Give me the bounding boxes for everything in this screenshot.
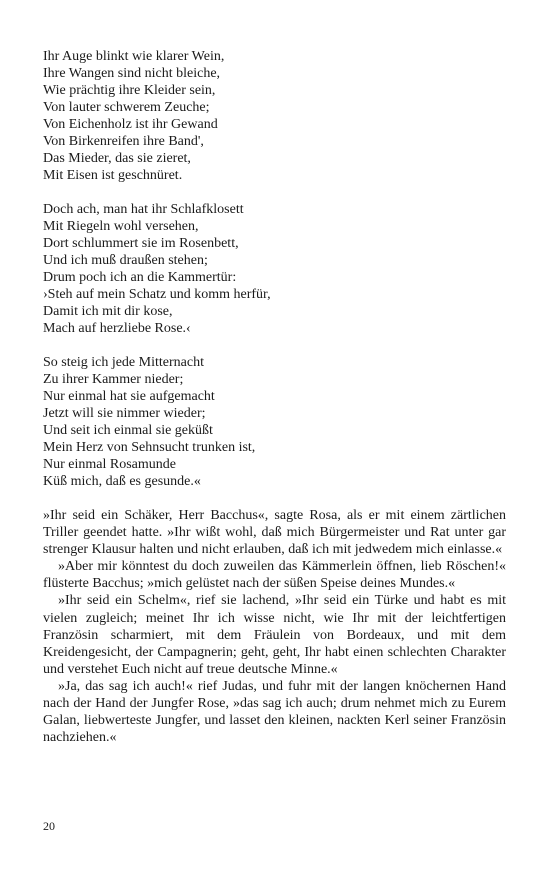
verse-line: Mit Eisen ist geschnüret. bbox=[43, 168, 183, 183]
verse-line: Von Eichenholz ist ihr Gewand bbox=[43, 117, 218, 132]
verse-line: Mit Riegeln wohl versehen, bbox=[43, 219, 199, 234]
verse-line: ›Steh auf mein Schatz und komm herfür, bbox=[43, 287, 271, 302]
prose bbox=[43, 507, 506, 746]
verse-line: Von lauter schwerem Zeuche; bbox=[43, 100, 210, 115]
stanza-3 bbox=[43, 354, 506, 490]
prose-paragraph: »Ihr seid ein Schelm«, rief sie lachend, »Ihr seid ein Türke und habt es mit vielen zugleich; meinet Ihr ich wisse nicht, wie Ihr mit der leichtfertigen Französin scharmiert, mit dem Fräulein von Bordeaux, und mit dem Kreidengesicht, der Campagnerin; geht, geht, Ihr habt einen schlechten Charakter und verstehet Euch nicht auf treue deutsche Minne.« bbox=[43, 593, 506, 677]
verse-line: Damit ich mit dir kose, bbox=[43, 304, 173, 319]
verse-line: Mein Herz von Sehnsucht trunken ist, bbox=[43, 440, 256, 455]
prose-paragraph: »Ja, das sag ich auch!« rief Judas, und fuhr mit der langen knöchernen Hand nach der Hand der Jungfer Rose, »das sag ich auch; drum nehmet mich zu Eurem Galan, liebwerteste Jungfer, und lasset den kleinen, nackten Kerl seiner Französin nachziehen.« bbox=[43, 678, 506, 746]
verse-line: Und ich muß draußen stehen; bbox=[43, 253, 208, 268]
verse-line: Nur einmal hat sie aufgemacht bbox=[43, 389, 215, 404]
page-body bbox=[43, 48, 506, 746]
prose-paragraph: »Aber mir könntest du doch zuweilen das Kämmerlein öffnen, lieb Röschen!« flüsterte Bacchus; »mich gelüstet nach der süßen Speise deines Mundes.« bbox=[43, 559, 506, 592]
verse-line: Wie prächtig ihre Kleider sein, bbox=[43, 83, 216, 98]
verse-line: Doch ach, man hat ihr Schlafklosett bbox=[43, 202, 244, 217]
page-number: 20 bbox=[43, 819, 55, 833]
verse-line: Mach auf herzliebe Rose.‹ bbox=[43, 321, 191, 336]
poem bbox=[43, 48, 506, 490]
verse-line: Dort schlummert sie im Rosenbett, bbox=[43, 236, 239, 251]
verse-line: Nur einmal Rosamunde bbox=[43, 457, 176, 472]
verse-line: Jetzt will sie nimmer wieder; bbox=[43, 406, 206, 421]
verse-line: Von Birkenreifen ihre Band', bbox=[43, 134, 204, 149]
verse-line: Küß mich, daß es gesunde.« bbox=[43, 474, 201, 489]
verse-line: Drum poch ich an die Kammertür: bbox=[43, 270, 237, 285]
stanza-2 bbox=[43, 201, 506, 337]
stanza-1 bbox=[43, 48, 506, 184]
verse-line: Das Mieder, das sie zieret, bbox=[43, 151, 191, 166]
verse-line: So steig ich jede Mitternacht bbox=[43, 355, 204, 370]
prose-paragraph: »Ihr seid ein Schäker, Herr Bacchus«, sagte Rosa, als er mit einem zärtlichen Triller geendet hatte. »Ihr wißt wohl, daß mich Bürgermeister und Rat unter gar strenger Klausur halten und nicht erlauben, daß ich mit jedwedem mich einlasse.« bbox=[43, 508, 506, 558]
verse-line: Zu ihrer Kammer nieder; bbox=[43, 372, 184, 387]
verse-line: Und seit ich einmal sie geküßt bbox=[43, 423, 213, 438]
verse-line: Ihre Wangen sind nicht bleiche, bbox=[43, 66, 221, 81]
verse-line: Ihr Auge blinkt wie klarer Wein, bbox=[43, 49, 225, 64]
